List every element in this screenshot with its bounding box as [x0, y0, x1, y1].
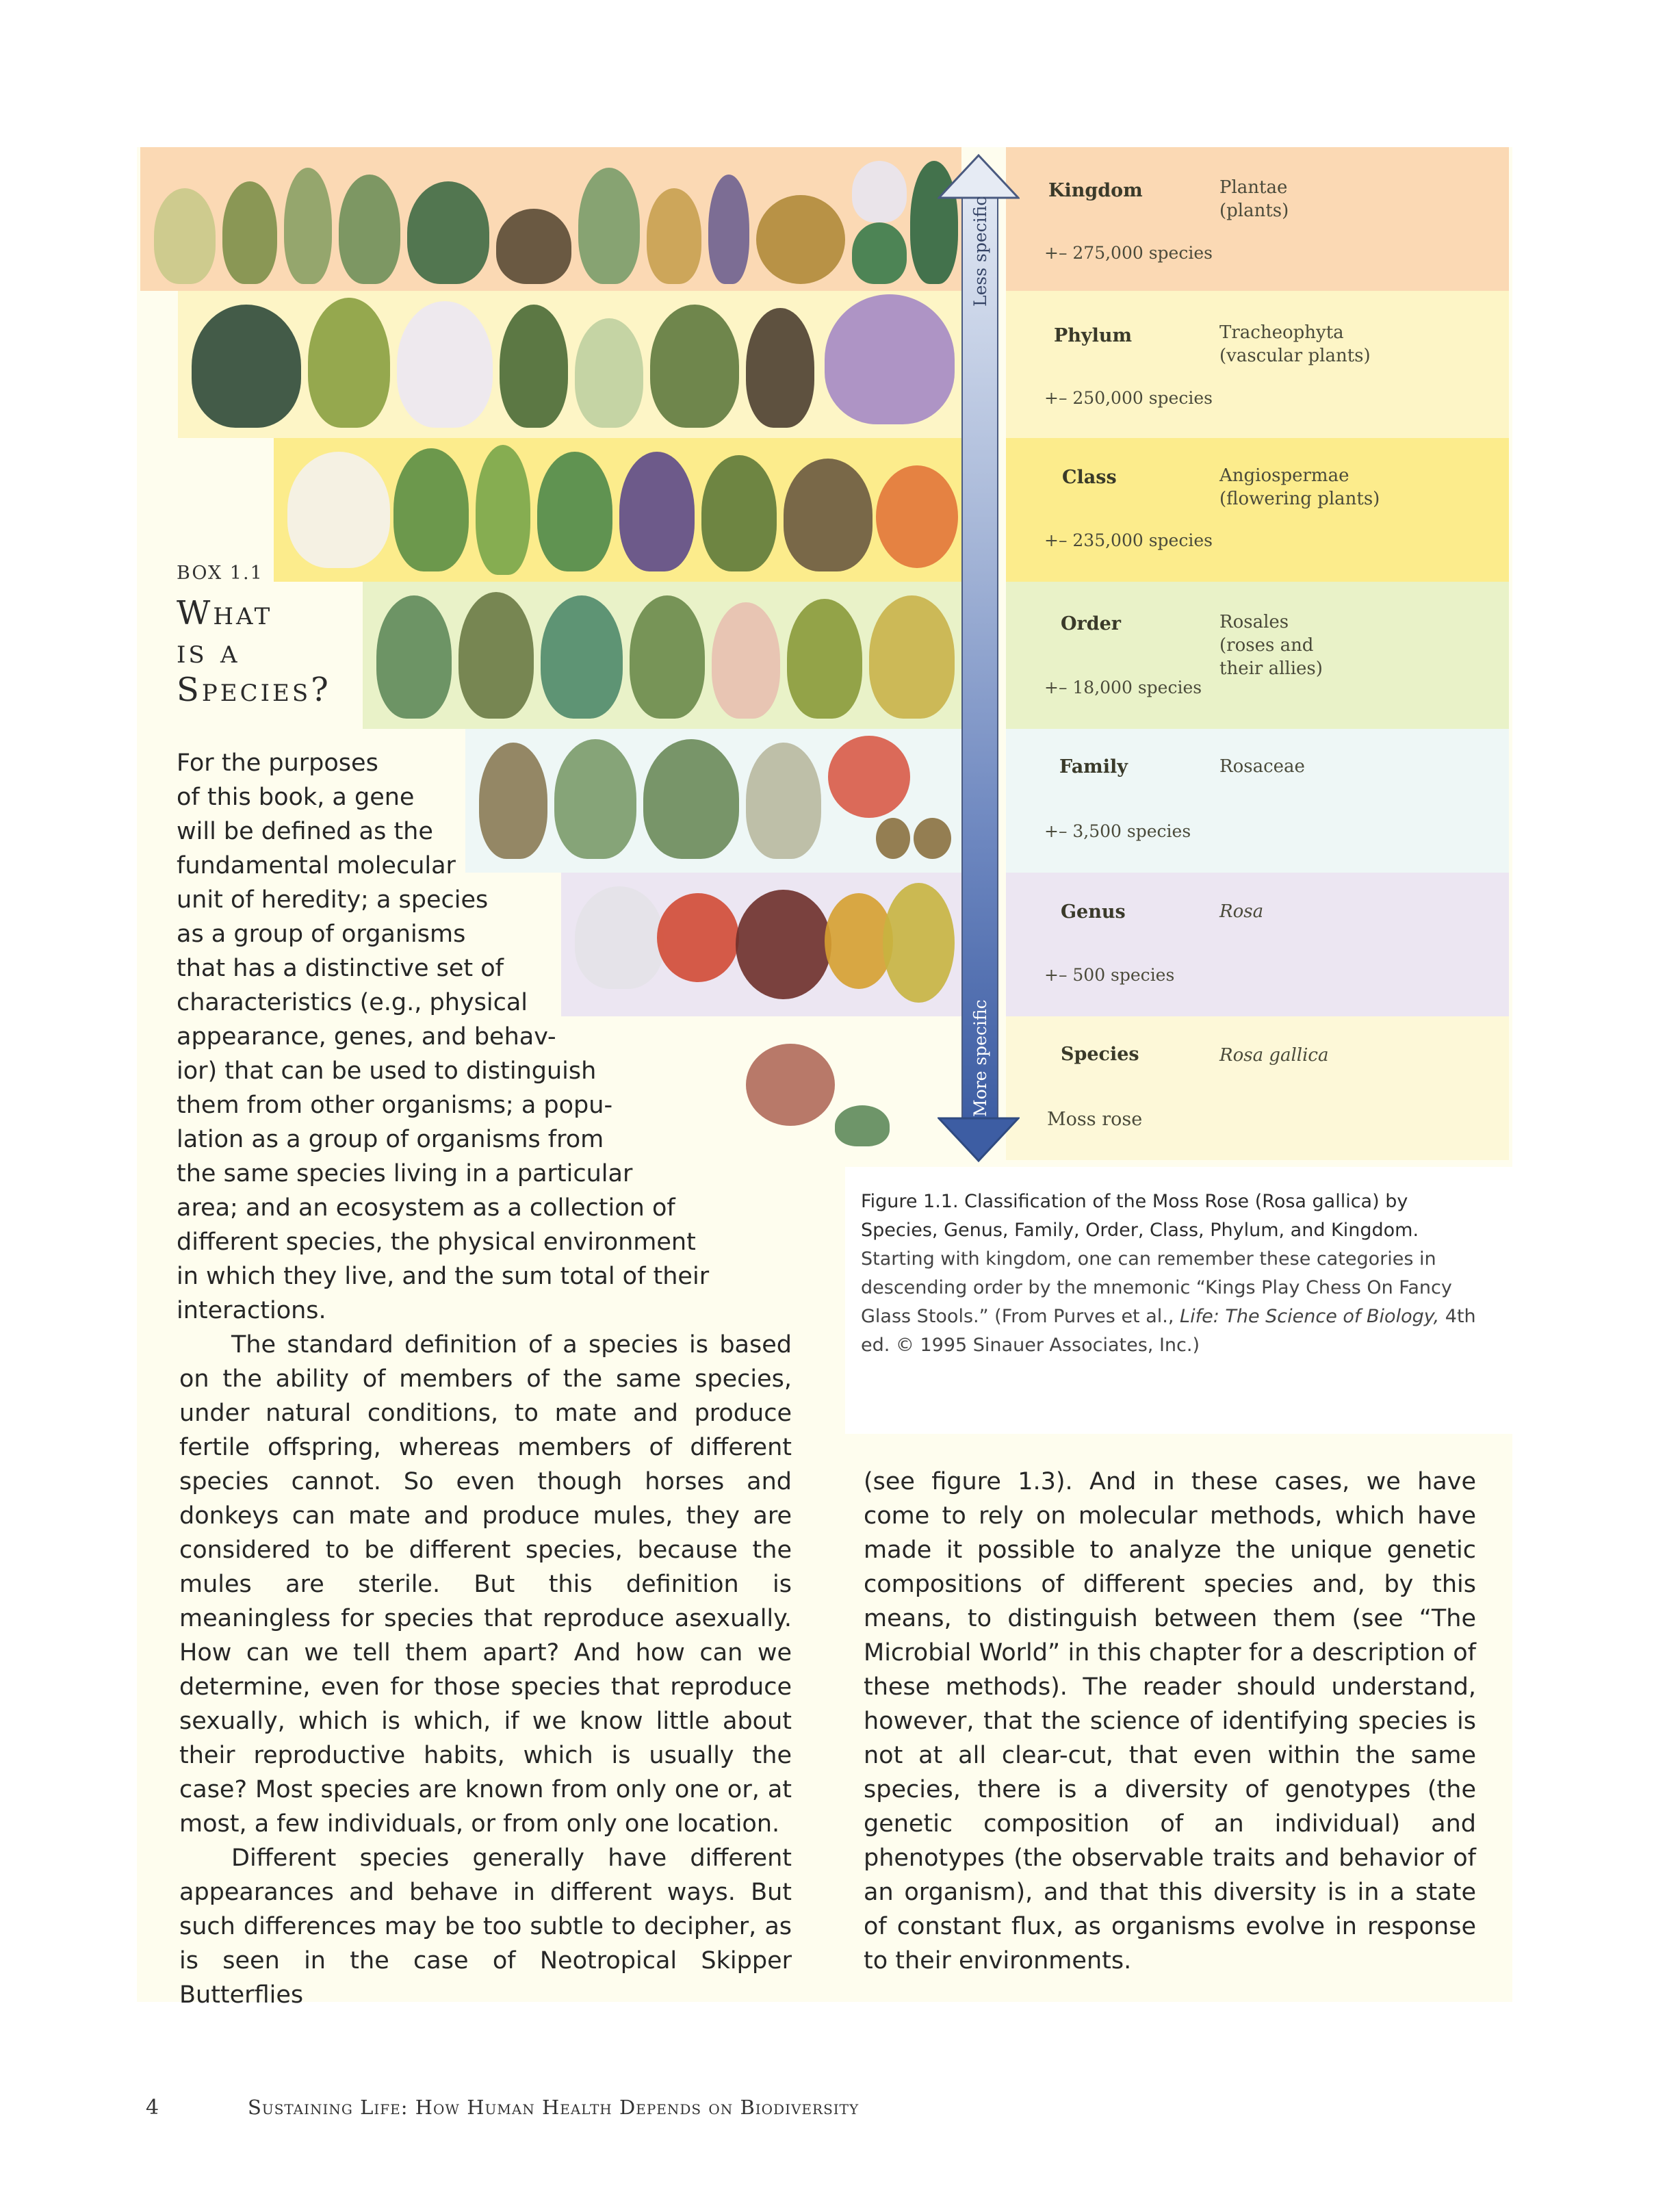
taxon-name: Angiospermae (flowering plants) — [1219, 465, 1380, 509]
rank-label: Genus — [1061, 901, 1126, 923]
rank-label: Order — [1061, 613, 1122, 634]
common-name: Moss rose — [1047, 1109, 1143, 1130]
taxon-name: Rosales (roses and their allies) — [1219, 612, 1323, 679]
plants-illustration-phylum — [178, 291, 961, 438]
plants-illustration-kingdom — [140, 147, 961, 291]
plants-illustration-class — [274, 438, 961, 582]
band-phylum — [1006, 291, 1509, 438]
caption-title: Classification of the Moss Rose (Rosa gallica) by Species, Genus, Family, Order, Class, Phylum, and Kingdom. — [861, 1191, 1419, 1241]
band-genus — [1006, 873, 1509, 1016]
running-title: Sustaining Life: How Human Health Depends on Biodiversity — [248, 2096, 860, 2119]
caption-body: Starting with kingdom, one can remember these categories in descending order by the mnemonic “Kings Play Chess On Fancy Glass Stools.” (From Purves et al., — [861, 1248, 1452, 1327]
band-class — [1006, 438, 1509, 582]
body-paragraph-definition: The standard definition of a species is based on the ability of members of the same species, under natural conditions, to mate and produce fertile offspring, whereas members of different species cannot. So even though horses and donkeys can mate and produce mules, they are considered to be different species, because the mules are sterile. But this definition is meaningless for species that reproduce asexually. How can we tell them apart? And how can we determine, even for those species that reproduce sexually, which is which, if we know little about their reproductive habits, which is usually the case? Most species are known from only one or, at most, a few individuals, or from only one location. Different species generally have different appearances and behave in different ways. But such differences may be too subtle to decipher, as is seen in the case of Neotropical Skipper Butterflies — [179, 1331, 792, 2009]
taxon-name: Rosaceae — [1219, 756, 1305, 777]
specificity-arrow — [961, 195, 998, 1122]
box-label: BOX 1.1 — [177, 563, 263, 584]
arrow-down-icon — [938, 1116, 1020, 1163]
species-count: +– 275,000 species — [1044, 243, 1213, 263]
species-count: +– 235,000 species — [1044, 530, 1213, 550]
arrow-up-icon — [938, 154, 1020, 202]
band-kingdom — [1006, 147, 1509, 291]
taxon-name: Plantae (plants) — [1219, 177, 1289, 221]
taxon-name: Rosa — [1219, 901, 1264, 922]
rank-label: Species — [1061, 1044, 1139, 1065]
intro-paragraph: For the purposes of this book, a gene will be defined as the fundamental molecular unit of heredity; a species as a group of organisms that has a distinctive set of characteristics (e.g., physical appearance, genes, and behav- ior) that can be used to distinguish them from other organisms; a popu- lation as a group of organisms from the same species living in a particular area; and an ecosystem as a collection of different species, the physical environment in which they live, and the sum total of their interactions. — [177, 749, 710, 1324]
page-number: 4 — [146, 2096, 159, 2120]
caption-book-title: Life: The Science of Biology, — [1180, 1306, 1440, 1327]
taxon-name: Tracheophyta (vascular plants) — [1219, 322, 1371, 366]
band-species — [1006, 1016, 1509, 1160]
rank-label: Class — [1062, 467, 1117, 488]
plants-illustration-order — [363, 582, 961, 729]
taxon-name: Rosa gallica — [1219, 1045, 1329, 1066]
figure-caption — [861, 1187, 1477, 1360]
more-specific-label: More specific — [970, 999, 990, 1117]
species-count: +– 18,000 species — [1044, 678, 1202, 697]
caption-credit: 4th ed. © 1995 Sinauer Associates, Inc.) — [861, 1306, 1476, 1356]
species-count: +– 250,000 species — [1044, 388, 1213, 408]
species-count: +– 500 species — [1044, 965, 1175, 985]
box-title: What is a Species? — [177, 594, 331, 709]
band-order — [1006, 582, 1509, 729]
less-specific-label: Less specific — [970, 196, 990, 307]
rank-label: Family — [1059, 756, 1128, 777]
rank-label: Phylum — [1054, 325, 1133, 346]
body-paragraph-molecular: (see figure 1.3). And in these cases, we have come to rely on molecular methods, which have made it possible to analyze the unique genetic compositions of different species and, by this means, to distinguish between them (see “The Microbial World” in this chapter for a description of these methods). The reader should understand, however, that the science of identifying species is not at all clear-cut, that even within the same species, there is a diversity of genotypes (the genetic composition of an individual) and phenotypes (the observable traits and behavior of an organism), and that this diversity is in a state of constant flux, as organisms evolve in response to their environments. — [864, 1468, 1476, 1975]
caption-label: Figure 1.1. — [861, 1191, 959, 1212]
species-count: +– 3,500 species — [1044, 821, 1191, 841]
band-family — [1006, 729, 1509, 873]
rank-label: Kingdom — [1048, 180, 1143, 201]
